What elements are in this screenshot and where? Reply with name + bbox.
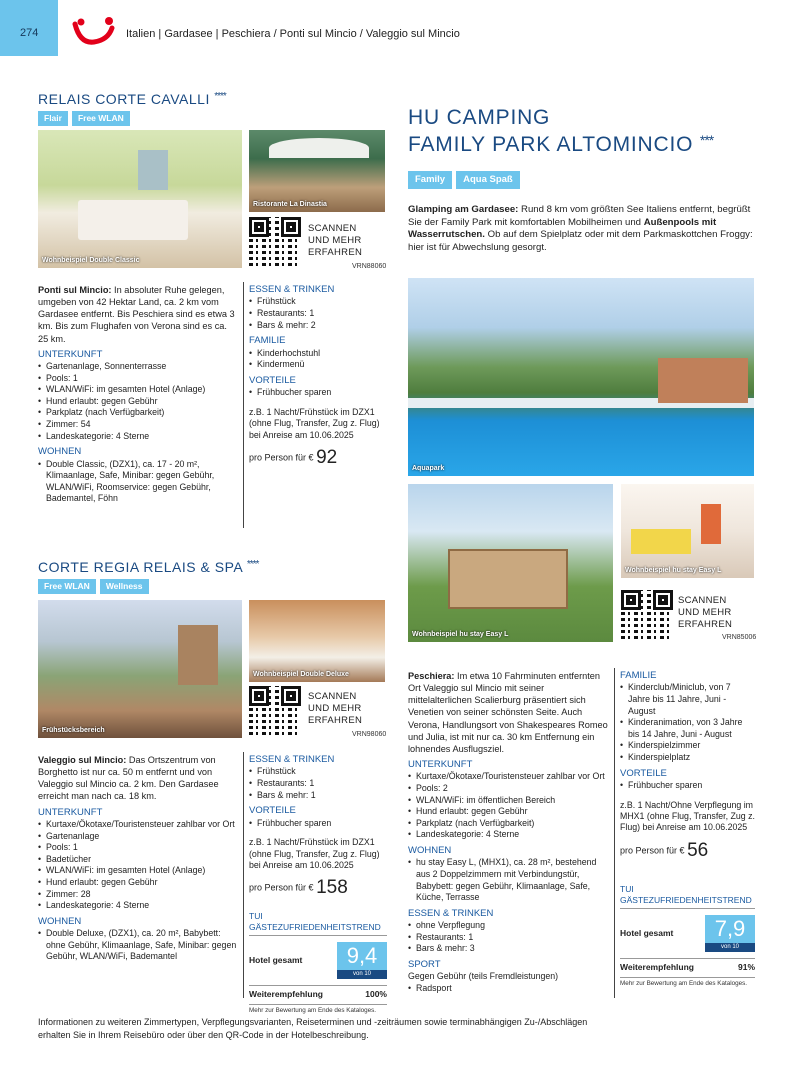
list-item: • Frühbucher sparen <box>620 780 755 792</box>
hotel3-intro: Peschiera: Im etwa 10 Fahrminuten entfernten Ort Valeggio sul Mincio mit seiner mittelalterlichen Scalierburg präsentiert sich Venetien von seiner schönsten Seite. Auch Verona, Handlungsort von Shakespeares Romeo und Julia, ist mit nur ca. 30 km Entfernung ein lohnendes Ausflugsziel. <box>408 671 608 754</box>
list-item: • Zimmer: 28 <box>38 889 238 901</box>
hotel3-trend-label: Hotel gesamt <box>620 927 674 938</box>
hotel1-badges <box>38 111 226 126</box>
hotel3-score-badge: 7,9 von 10 <box>705 915 755 952</box>
list-item: • Bars & mehr: 1 <box>249 790 387 802</box>
hotel1-wohnen-title: WOHNEN <box>38 446 82 458</box>
list-item: • Kindermenü <box>249 359 389 371</box>
hotel2-intro: Valeggio sul Mincio: Das Ortszentrum von Borghetto ist nur ca. 50 m entfernt und von Valeggio sul Mincio ca. 2 km. Den Gardasee erreicht man nach ca. 18 km. <box>38 755 219 802</box>
list-item: • Parkplatz (nach Verfügbarkeit) <box>408 818 610 830</box>
list-item: • hu stay Easy L, (MHX1), ca. 28 m², bestehend aus 2 Doppelzimmern mit Verbindungstür, Babybett: gegen Gebühr, Klimaanlage, Safe, Küche, Terrasse <box>408 857 610 903</box>
hotel2-price-note: z.B. 1 Nacht/Frühstück im DZX1 (ohne Flug, Transfer, Zug z. Flug) bei Anreise am 10.06.2025 <box>249 837 380 870</box>
hotel1-right-col <box>249 284 389 471</box>
hotel1-room-photo <box>38 130 242 268</box>
hotel2-scan-text: SCANNEN UND MEHR ERFAHREN <box>308 691 363 726</box>
badge-free-wlan: Free WLAN <box>72 111 130 126</box>
hotel3-stars: *** <box>699 132 714 149</box>
hotel3-title-line1: HU CAMPING <box>408 106 551 129</box>
tui-logo <box>72 14 116 48</box>
list-item: • Radsport <box>408 983 610 995</box>
footer-note: Informationen zu weiteren Zimmertypen, Verpflegungsvarianten, Reiseterminen und -zeiträumen sowie terminabhängigen Zu-/Abschlägen erhalten Sie in Ihrem Reisebüro oder über den QR-Code in der Hotelbeschreibung. <box>38 1017 588 1040</box>
list-item: • Landeskategorie: 4 Sterne <box>38 431 238 443</box>
hotel3-sport-title: SPORT <box>408 958 441 970</box>
list-item: • Restaurants: 1 <box>249 778 387 790</box>
list-item: • Pools: 2 <box>408 783 610 795</box>
hotel2-trend-note: Mehr zur Bewertung am Ende des Kataloges. <box>249 1004 387 1015</box>
list-item: • Frühstück <box>249 296 389 308</box>
list-item: • Frühstück <box>249 766 387 778</box>
badge-aqua-spass: Aqua Spaß <box>456 171 520 189</box>
list-item: • Kinderanimation, von 3 Jahre bis 14 Jahre, Juni - August <box>620 717 755 740</box>
page-number: 274 <box>0 0 58 56</box>
list-item: • Badetücher <box>38 854 238 866</box>
hotel2-essen-list <box>249 766 387 801</box>
hotel3-lead: Glamping am Gardasee: Rund 8 km vom größten See Italiens entfernt, begrüßt Sie der Family Park mit komfortablen Mobilheimen und Außenpools mit Wasserrutschen. Ob auf dem Spielplatz oder mit dem Parkmaskottchen Froggy: hier ist für Abwechslung gesorgt. <box>408 204 753 253</box>
hotel1-intro: Ponti sul Mincio: In absoluter Ruhe gelegen, umgeben von 42 Hektar Land, ca. 2 km vom Gardasee entfernt. Bis Peschiera sind es etwa 3 km. Bis zum Flughafen von Verona sind es ca. 25 km. <box>38 285 235 344</box>
hotel2-vorteile-title: VORTEILE <box>249 805 296 817</box>
hotel1-title: RELAIS CORTE CAVALLI **** <box>38 91 226 107</box>
hotel1-price-value: 92 <box>316 446 338 468</box>
hotel2-breakfast-photo <box>38 600 242 738</box>
list-item: • Bars & mehr: 2 <box>249 320 389 332</box>
list-item: • Double Classic, (DZX1), ca. 17 - 20 m², Klimaanlage, Safe, Minibar: gegen Gebühr, WLAN/WiFi, Roomservice: gegen Gebühr, Bademantel, Föhn <box>38 459 238 505</box>
badge-wellness: Wellness <box>100 579 149 594</box>
hotel1-unterkunft-title: UNTERKUNFT <box>38 348 103 360</box>
list-item: • Kinderspielplatz <box>620 752 755 764</box>
list-item: • Restaurants: 1 <box>249 308 389 320</box>
list-item: • Hund erlaubt: gegen Gebühr <box>408 806 610 818</box>
hotel3-vorteile-list <box>620 780 755 792</box>
hotel3-left-col <box>408 670 610 994</box>
hotel1-code: VRN88060 <box>352 263 387 270</box>
hotel1-essen-title: ESSEN & TRINKEN <box>249 284 335 295</box>
list-item: • WLAN/WiFi: im gesamten Hotel (Anlage) <box>38 384 238 396</box>
badge-family: Family <box>408 171 452 189</box>
list-item: • WLAN/WiFi: im öffentlichen Bereich <box>408 795 610 807</box>
list-item: • Zimmer: 54 <box>38 419 238 431</box>
hotel3-scan-text: SCANNEN UND MEHR ERFAHREN <box>678 595 733 630</box>
hotel3-essen-list <box>408 920 610 955</box>
list-item: • Restaurants: 1 <box>408 932 610 944</box>
hotel1-qr-code[interactable] <box>249 217 301 269</box>
hotel3-sport-text: Gegen Gebühr (teils Fremdleistungen) <box>408 971 559 982</box>
hotel2-qr-code[interactable] <box>249 686 301 738</box>
hotel1-price-note: z.B. 1 Nacht/Frühstück im DZX1 (ohne Flug, Transfer, Zug z. Flug) bei Anreise am 10.06.2025 <box>249 406 380 440</box>
list-item: • ohne Verpflegung <box>408 920 610 932</box>
list-item: • Landeskategorie: 4 Sterne <box>408 829 610 841</box>
hotel3-price: pro Person für € 56 <box>620 839 709 861</box>
hotel3-mobilehome-photo <box>408 484 613 642</box>
hotel3-essen-title: ESSEN & TRINKEN <box>408 907 494 919</box>
hotel3-vorteile-title: VORTEILE <box>620 767 667 779</box>
hotel1-wohnen-list <box>38 459 238 505</box>
hotel2-badges <box>38 579 258 594</box>
divider <box>243 752 244 998</box>
hotel3-header <box>408 104 713 189</box>
list-item: • Double Deluxe, (DZX1), ca. 20 m², Babybett: ohne Gebühr, Klimaanlage, Safe, Minibar: gegen Gebühr, WLAN/WiFi, Bademantel <box>38 928 238 963</box>
badge-free-wlan: Free WLAN <box>38 579 96 594</box>
hotel1-header <box>38 90 226 126</box>
hotel3-familie-list <box>620 682 755 763</box>
breadcrumb: Italien | Gardasee | Peschiera / Ponti sul Mincio / Valeggio sul Mincio <box>126 28 460 40</box>
list-item: • WLAN/WiFi: im gesamten Hotel (Anlage) <box>38 865 238 877</box>
hotel3-price-note: z.B. 1 Nacht/Ohne Verpflegung im MHX1 (ohne Flug, Transfer, Zug z. Flug) bei Anreise am 10.06.2025 <box>620 799 755 833</box>
hotel3-img3-caption: Wohnbeispiel hu stay Easy L <box>625 566 722 574</box>
hotel1-img1-caption: Wohnbeispiel Double Classic <box>42 256 140 264</box>
hotel2-title: CORTE REGIA RELAIS & SPA **** <box>38 559 259 575</box>
list-item: • Parkplatz (nach Verfügbarkeit) <box>38 407 238 419</box>
list-item: • Frühbucher sparen <box>249 387 389 399</box>
hotel2-trend <box>249 911 387 1015</box>
hotel2-left-col <box>38 754 238 963</box>
list-item: • Bars & mehr: 3 <box>408 943 610 955</box>
hotel3-title-line2: FAMILY PARK ALTOMINCIO *** <box>408 132 714 157</box>
hotel1-img2-caption: Ristorante La Dinastia <box>253 200 327 208</box>
list-item: • Pools: 1 <box>38 842 238 854</box>
hotel3-trend-title: TUI GÄSTEZUFRIEDENHEITSTREND <box>620 884 755 909</box>
hotel2-essen-title: ESSEN & TRINKEN <box>249 754 335 765</box>
list-item: • Landeskategorie: 4 Sterne <box>38 900 238 912</box>
hotel2-score-badge: 9,4 von 10 <box>337 942 387 979</box>
hotel3-trend <box>620 884 755 988</box>
hotel3-sport-list <box>408 983 610 995</box>
hotel2-trend-title: TUI GÄSTEZUFRIEDENHEITSTREND <box>249 911 387 936</box>
hotel3-img1-caption: Aquapark <box>412 464 445 472</box>
hotel1-scan-text: SCANNEN UND MEHR ERFAHREN <box>308 223 363 258</box>
hotel2-wohnen-title: WOHNEN <box>38 915 82 927</box>
divider <box>614 668 615 998</box>
hotel1-familie-list <box>249 348 389 371</box>
hotel2-code: VRN98060 <box>352 731 387 738</box>
list-item: • Kurtaxe/Ökotaxe/Touristensteuer zahlbar vor Ort <box>38 819 238 831</box>
hotel3-familie-title: FAMILIE <box>620 670 657 681</box>
badge-flair: Flair <box>38 111 68 126</box>
hotel3-qr-code[interactable] <box>621 590 673 642</box>
hotel2-vorteile-list <box>249 818 387 830</box>
list-item: • Kinderclub/Miniclub, von 7 Jahre bis 11 Jahre, Juni - August <box>620 682 755 717</box>
hotel3-unterkunft-title: UNTERKUNFT <box>408 758 473 770</box>
hotel2-img2-caption: Wohnbeispiel Double Deluxe <box>253 670 349 678</box>
hotel2-price: pro Person für € 158 <box>249 877 348 899</box>
hotel2-unterkunft-title: UNTERKUNFT <box>38 806 103 818</box>
hotel3-wohnen-list <box>408 857 610 903</box>
hotel2-room-photo <box>249 600 385 682</box>
list-item: • Hund erlaubt: gegen Gebühr <box>38 877 238 889</box>
hotel3-recommendation: Weiterempfehlung 91% <box>620 958 755 973</box>
hotel3-right-col <box>620 670 755 988</box>
hotel3-unterkunft-list <box>408 771 610 841</box>
hotel1-left-col <box>38 284 238 505</box>
hotel2-unterkunft-list <box>38 819 238 912</box>
hotel3-bedroom-photo <box>621 484 754 578</box>
list-item: • Kinderhochstuhl <box>249 348 389 360</box>
hotel1-vorteile-title: VORTEILE <box>249 374 296 386</box>
hotel3-pool-photo <box>408 278 754 476</box>
hotel3-price-value: 56 <box>687 839 709 861</box>
hotel2-right-col <box>249 754 387 1015</box>
list-item: • Pools: 1 <box>38 373 238 385</box>
hotel1-price: pro Person für € 92 <box>249 446 338 468</box>
list-item: • Gartenanlage <box>38 831 238 843</box>
list-item: • Gartenanlage, Sonnenterrasse <box>38 361 238 373</box>
hotel3-code: VRN85006 <box>722 634 757 641</box>
hotel2-wohnen-list <box>38 928 238 963</box>
hotel1-stars: **** <box>214 91 226 102</box>
hotel1-vorteile-list <box>249 387 389 399</box>
list-item: • Kurtaxe/Ökotaxe/Touristensteuer zahlbar vor Ort <box>408 771 610 783</box>
hotel1-unterkunft-list <box>38 361 238 442</box>
hotel3-wohnen-title: WOHNEN <box>408 844 452 856</box>
hotel1-familie-title: FAMILIE <box>249 335 286 347</box>
hotel3-badges <box>408 171 713 189</box>
hotel2-trend-label: Hotel gesamt <box>249 955 303 966</box>
list-item: • Frühbucher sparen <box>249 818 387 830</box>
hotel3-img2-caption: Wohnbeispiel hu stay Easy L <box>412 630 509 638</box>
divider <box>243 282 244 528</box>
hotel1-restaurant-photo <box>249 130 385 212</box>
hotel2-header <box>38 558 258 594</box>
hotel3-trend-note: Mehr zur Bewertung am Ende des Kataloges. <box>620 977 755 988</box>
hotel2-img1-caption: Frühstücksbereich <box>42 726 105 734</box>
hotel2-price-value: 158 <box>316 877 348 899</box>
list-item: • Hund erlaubt: gegen Gebühr <box>38 396 238 408</box>
hotel2-recommendation: Weiterempfehlung 100% <box>249 985 387 1000</box>
hotel1-essen-list <box>249 296 389 331</box>
hotel2-stars: **** <box>246 559 259 570</box>
list-item: • Kinderspielzimmer <box>620 740 755 752</box>
